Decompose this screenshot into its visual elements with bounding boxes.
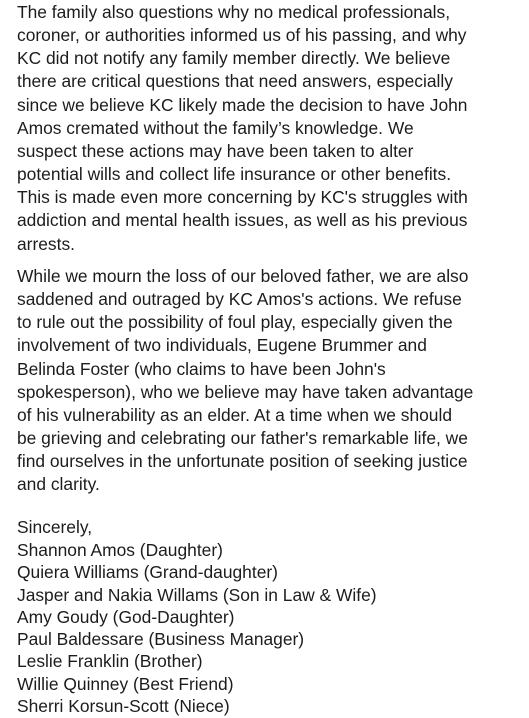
paragraph-line: saddened and outraged by KC Amos's actions. We refuse xyxy=(17,289,462,310)
signatory: Sherri Korsun-Scott (Niece) xyxy=(17,696,230,717)
paragraph-line: addiction and mental health issues, as well as his previous xyxy=(17,210,468,231)
paragraph-line: Belinda Foster (who claims to have been John's xyxy=(17,358,386,379)
signatory: Shannon Amos (Daughter) xyxy=(17,540,223,560)
paragraph-line: This is made even more concerning by KC's struggles with xyxy=(17,187,468,208)
paragraph-line: coroner, or authorities informed us of his passing, and why xyxy=(17,25,467,46)
paragraph-line: there are critical questions that need answers, especially xyxy=(17,71,453,92)
paragraph-line: and clarity. xyxy=(17,474,100,495)
signatory: Quiera Williams (Grand-daughter) xyxy=(17,562,278,583)
signatory: Leslie Franklin (Brother) xyxy=(17,651,203,672)
paragraph-line: be grieving and celebrating our father's remarkable life, we xyxy=(17,428,468,449)
signatory: Amy Goudy (God-Daughter) xyxy=(17,606,235,627)
paragraph-line: of his vulnerability as an elder. At a time when we should xyxy=(17,404,453,425)
paragraph-line: involvement of two individuals, Eugene Brummer and xyxy=(17,335,427,356)
signatory-list xyxy=(17,539,377,717)
paragraph-line: arrests. xyxy=(17,233,75,254)
signatory: Jasper and Nakia Willams (Son in Law & Wife) xyxy=(17,584,377,605)
paragraph-line: suspect these actions may have been taken to alter xyxy=(17,140,414,161)
paragraph-line: Amos cremated without the family’s knowledge. We xyxy=(17,117,414,138)
paragraph-line: While we mourn the loss of our beloved father, we are also xyxy=(17,266,469,286)
paragraph-line: The family also questions why no medical professionals, xyxy=(17,2,451,22)
paragraph-line: since we believe KC likely made the decision to have John xyxy=(17,94,468,115)
paragraph-line: spokesperson), who we believe may have taken advantage xyxy=(17,381,474,402)
signatory: Willie Quinney (Best Friend) xyxy=(17,673,234,694)
paragraph-line: to rule out the possibility of foul play, especially given the xyxy=(17,312,453,333)
letter-paragraph-1 xyxy=(17,1,468,256)
paragraph-line: potential wills and collect life insurance or other benefits. xyxy=(17,164,452,185)
paragraph-line: find ourselves in the unfortunate position of seeking justice xyxy=(17,451,468,472)
letter-closing: Sincerely, xyxy=(17,517,93,537)
letter-paragraph-2 xyxy=(17,265,473,497)
paragraph-line: KC did not notify any family member directly. We believe xyxy=(17,48,451,69)
signatory: Paul Baldessare (Business Manager) xyxy=(17,629,305,650)
